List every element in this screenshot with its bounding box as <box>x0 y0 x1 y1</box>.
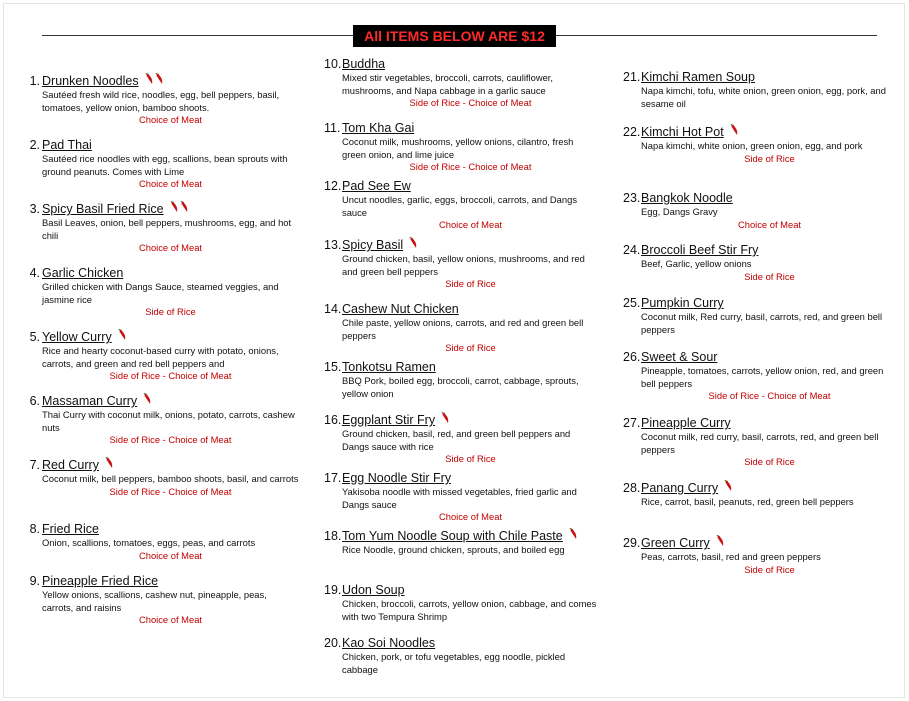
menu-item <box>623 535 898 576</box>
menu-item-header <box>324 635 599 651</box>
item-side-option: Choice of Meat <box>138 178 203 190</box>
item-description: Egg, Dangs Gravy <box>641 206 718 217</box>
menu-item-header <box>623 535 898 551</box>
item-number: 12. <box>324 179 342 193</box>
menu-item <box>623 69 898 110</box>
item-name-text: Broccoli Beef Stir Fry <box>641 243 759 257</box>
item-number: 7. <box>29 458 40 472</box>
item-name <box>641 295 724 311</box>
item-name-text: Tom Kha Gai <box>342 121 415 135</box>
menu-item-header <box>24 521 299 537</box>
item-description: Basil Leaves, onion, bell peppers, mushrooms, egg, and hot chili <box>42 217 292 241</box>
item-side-option: Choice of Meat <box>438 511 503 523</box>
chili-pepper-icon <box>441 412 450 424</box>
item-number: 4. <box>29 266 40 280</box>
item-number: 16. <box>324 413 342 427</box>
chili-pepper-icon <box>105 457 114 469</box>
item-description: Coconut milk, red curry, basil, carrots, red, and green bell peppers <box>641 431 879 455</box>
menu-item <box>623 480 898 509</box>
item-number: 27. <box>623 416 641 430</box>
menu-item <box>324 470 599 524</box>
spice-level <box>145 73 165 89</box>
item-name-text: Udon Soup <box>342 583 405 597</box>
chili-pepper-icon <box>145 73 154 85</box>
item-description: Onion, scallions, tomatoes, eggs, peas, and carrots <box>42 537 256 548</box>
menu-item <box>623 349 898 403</box>
item-name-text: Kimchi Hot Pot <box>641 125 724 139</box>
menu-item <box>623 242 898 283</box>
menu-item-header <box>623 190 898 206</box>
menu-item <box>324 120 599 174</box>
menu-item-header <box>324 178 599 194</box>
item-name <box>641 415 731 431</box>
item-name <box>342 56 385 72</box>
item-description: Sautéed rice noodles with egg, scallions, bean sprouts with ground peanuts. Comes with Lime <box>42 153 288 177</box>
item-description: Uncut noodles, garlic, eggs, broccoli, carrots, and Dangs sauce <box>342 194 578 218</box>
item-number: 25. <box>623 296 641 310</box>
chili-pepper-icon <box>569 528 578 540</box>
chili-pepper-icon <box>155 73 164 85</box>
item-description: Rice, carrot, basil, peanuts, red, green bell peppers <box>641 496 854 507</box>
menu-item <box>623 295 898 336</box>
item-side-option: Side of Rice <box>744 456 795 468</box>
menu-item <box>24 573 299 627</box>
menu-item-header <box>24 73 299 89</box>
menu-item <box>24 521 299 562</box>
item-name <box>641 242 758 258</box>
spice-level <box>716 535 726 551</box>
item-number: 18. <box>324 529 342 543</box>
item-number: 3. <box>29 202 40 216</box>
item-name-text: Pineapple Curry <box>641 416 731 430</box>
menu-item-header <box>324 528 599 544</box>
item-name-text: Drunken Noodles <box>42 74 139 88</box>
item-number: 23. <box>623 191 641 205</box>
chili-pepper-icon <box>118 329 127 341</box>
item-name-text: Pumpkin Curry <box>641 296 724 310</box>
spice-level <box>409 237 419 253</box>
menu-item-header <box>623 124 898 140</box>
item-side-option: Choice of Meat <box>138 114 203 126</box>
item-name-text: Red Curry <box>42 458 99 472</box>
menu-item-header <box>24 265 299 281</box>
item-name-text: Spicy Basil Fried Rice <box>42 202 164 216</box>
item-name <box>342 359 436 375</box>
chili-pepper-icon <box>730 124 739 136</box>
item-description: Rice and hearty coconut-based curry with potato, onions, carrots, and green and red bell peppers and <box>42 345 279 369</box>
menu-item <box>24 265 299 319</box>
menu-item <box>324 301 599 355</box>
item-side-option: Side of Rice <box>445 342 496 354</box>
item-number: 1. <box>29 74 40 88</box>
item-description: Mixed stir vegetables, broccoli, carrots, cauliflower, mushrooms, and Napa cabbage in a garlic sauce <box>342 72 554 96</box>
menu-item-header <box>324 412 599 428</box>
item-description: Ground chicken, basil, red, and green bell peppers and Dangs sauce with rice <box>342 428 571 452</box>
item-description: Chicken, pork, or tofu vegetables, egg noodle, pickled cabbage <box>342 651 566 675</box>
menu-item-header <box>24 393 299 409</box>
item-name <box>42 393 153 409</box>
menu-item <box>623 124 898 165</box>
item-side-option: Side of Rice - Choice of Meat <box>109 434 232 446</box>
chili-pepper-icon <box>724 480 733 492</box>
item-side-option: Side of Rice <box>744 152 795 164</box>
item-number: 8. <box>29 522 40 536</box>
item-side-option: Side of Rice <box>744 563 795 575</box>
item-name <box>42 265 123 281</box>
item-name-text: Pineapple Fried Rice <box>42 574 159 588</box>
item-name-text: Eggplant Stir Fry <box>342 413 436 427</box>
item-number: 29. <box>623 536 641 550</box>
item-side-option: Side of Rice <box>445 278 496 290</box>
item-name-text: Spicy Basil <box>342 238 404 252</box>
item-number: 19. <box>324 583 342 597</box>
menu-item <box>324 359 599 400</box>
chili-pepper-icon <box>143 393 152 405</box>
menu-item <box>324 635 599 676</box>
item-name-text: Green Curry <box>641 536 710 550</box>
item-name <box>342 412 451 428</box>
item-name <box>42 329 128 345</box>
item-name <box>42 521 99 537</box>
item-side-option: Choice of Meat <box>138 549 203 561</box>
item-side-option: Side of Rice <box>445 453 496 465</box>
menu-item-header <box>623 349 898 365</box>
item-name-text: Cashew Nut Chicken <box>342 302 459 316</box>
item-number: 15. <box>324 360 342 374</box>
item-name <box>342 120 414 136</box>
price-banner: All ITEMS BELOW ARE $12 <box>353 25 556 47</box>
menu-item-header <box>324 56 599 72</box>
chili-pepper-icon <box>409 237 418 249</box>
item-side-option: Side of Rice <box>744 270 795 282</box>
spice-level <box>724 480 734 496</box>
menu-item <box>24 73 299 127</box>
spice-level <box>730 124 740 140</box>
chili-pepper-icon <box>716 535 725 547</box>
item-number: 13. <box>324 238 342 252</box>
item-number: 14. <box>324 302 342 316</box>
menu-item <box>623 190 898 231</box>
item-description: Sautéed fresh wild rice, noodles, egg, bell peppers, basil, tomatoes, yellow onion, bamboo shoots. <box>42 89 280 113</box>
item-side-option: Choice of Meat <box>737 218 802 230</box>
item-name-text: Tom Yum Noodle Soup with Chile Paste <box>342 529 563 543</box>
item-name-text: Garlic Chicken <box>42 266 124 280</box>
item-name <box>342 635 435 651</box>
chili-pepper-icon <box>170 201 179 213</box>
item-name-text: Buddha <box>342 57 386 71</box>
item-name <box>641 124 740 140</box>
item-name-text: Tonkotsu Ramen <box>342 360 436 374</box>
item-number: 20. <box>324 636 342 650</box>
item-description: Chicken, broccoli, carrots, yellow onion, cabbage, and comes with two Tempura Shrimp <box>342 598 597 622</box>
item-name-text: Pad Thai <box>42 138 92 152</box>
menu-item-header <box>24 137 299 153</box>
menu-item-header <box>324 301 599 317</box>
item-side-option: Side of Rice - Choice of Meat <box>109 485 232 497</box>
menu-item-header <box>623 295 898 311</box>
menu-item <box>24 329 299 383</box>
menu-item <box>324 528 599 557</box>
item-name <box>342 582 405 598</box>
item-name <box>42 573 158 589</box>
spice-level <box>170 201 190 217</box>
menu-item <box>24 457 299 498</box>
item-description: Chile paste, yellow onions, carrots, and red and green bell peppers <box>342 317 584 341</box>
item-number: 26. <box>623 350 641 364</box>
item-name <box>641 69 755 85</box>
item-name <box>342 178 411 194</box>
menu-item-header <box>623 69 898 85</box>
item-side-option: Side of Rice - Choice of Meat <box>409 161 532 173</box>
menu-item <box>324 178 599 232</box>
item-name <box>342 237 419 253</box>
menu-item <box>324 582 599 623</box>
item-number: 6. <box>29 394 40 408</box>
item-number: 21. <box>623 70 641 84</box>
menu-item-header <box>324 582 599 598</box>
item-name-text: Sweet & Sour <box>641 350 718 364</box>
item-name <box>42 73 165 89</box>
item-name-text: Yellow Curry <box>42 330 112 344</box>
menu-item-header <box>24 573 299 589</box>
item-description: Peas, carrots, basil, red and green peppers <box>641 551 821 562</box>
item-description: Grilled chicken with Dangs Sauce, steamed veggies, and jasmine rice <box>42 281 279 305</box>
item-name <box>342 528 579 544</box>
item-name <box>342 301 459 317</box>
item-name <box>641 535 726 551</box>
item-description: Coconut milk, bell peppers, bamboo shoots, basil, and carrots <box>42 473 299 484</box>
item-name-text: Massaman Curry <box>42 394 138 408</box>
item-side-option: Side of Rice <box>145 306 196 318</box>
chili-pepper-icon <box>180 201 189 213</box>
item-name-text: Egg Noodle Stir Fry <box>342 471 452 485</box>
item-number: 2. <box>29 138 40 152</box>
item-number: 28. <box>623 481 641 495</box>
item-description: Thai Curry with coconut milk, onions, potato, carrots, cashew nuts <box>42 409 295 433</box>
menu-item <box>24 201 299 255</box>
menu-item <box>24 137 299 191</box>
menu-item-header <box>324 237 599 253</box>
item-description: Yellow onions, scallions, cashew nut, pineapple, peas, carrots, and raisins <box>42 589 267 613</box>
item-name-text: Kimchi Ramen Soup <box>641 70 755 84</box>
item-name-text: Fried Rice <box>42 522 99 536</box>
item-number: 24. <box>623 243 641 257</box>
menu-item-header <box>324 470 599 486</box>
item-name <box>42 201 190 217</box>
menu-item <box>324 56 599 110</box>
item-number: 9. <box>29 574 40 588</box>
item-description: Pineapple, tomatoes, carrots, yellow onion, red, and green bell peppers <box>641 365 884 389</box>
item-side-option: Choice of Meat <box>438 219 503 231</box>
item-name-text: Bangkok Noodle <box>641 191 733 205</box>
item-side-option: Side of Rice - Choice of Meat <box>109 370 232 382</box>
menu-item <box>324 237 599 291</box>
item-name <box>641 480 734 496</box>
item-name <box>42 457 115 473</box>
menu-item-header <box>24 457 299 473</box>
item-description: Rice Noodle, ground chicken, sprouts, and boiled egg <box>342 544 565 555</box>
spice-level <box>105 457 115 473</box>
menu-item-header <box>24 201 299 217</box>
item-name <box>342 470 451 486</box>
spice-level <box>143 393 153 409</box>
menu-item-header <box>623 415 898 431</box>
item-number: 22. <box>623 125 641 139</box>
spice-level <box>441 412 451 428</box>
item-side-option: Choice of Meat <box>138 614 203 626</box>
item-description: Yakisoba noodle with missed vegetables, fried garlic and Dangs sauce <box>342 486 577 510</box>
item-name-text: Kao Soi Noodles <box>342 636 436 650</box>
menu-item-header <box>324 359 599 375</box>
item-name <box>641 190 733 206</box>
item-side-option: Choice of Meat <box>138 242 203 254</box>
item-description: Napa kimchi, white onion, green onion, egg, and pork <box>641 140 863 151</box>
menu-item <box>24 393 299 447</box>
item-number: 5. <box>29 330 40 344</box>
item-description: Beef, Garlic, yellow onions <box>641 258 752 269</box>
item-number: 11. <box>324 121 341 135</box>
item-name-text: Pad See Ew <box>342 179 411 193</box>
item-description: Ground chicken, basil, yellow onions, mushrooms, and red and green bell peppers <box>342 253 585 277</box>
menu-item-header <box>623 480 898 496</box>
spice-level <box>569 528 579 544</box>
menu-item-header <box>623 242 898 258</box>
item-description: BBQ Pork, boiled egg, broccoli, carrot, cabbage, sprouts, yellow onion <box>342 375 579 399</box>
item-name-text: Panang Curry <box>641 481 719 495</box>
spice-level <box>118 329 128 345</box>
item-name <box>641 349 717 365</box>
item-side-option: Side of Rice - Choice of Meat <box>708 390 831 402</box>
item-number: 17. <box>324 471 342 485</box>
item-description: Napa kimchi, tofu, white onion, green onion, egg, pork, and sesame oil <box>641 85 886 109</box>
menu-item <box>623 415 898 469</box>
item-side-option: Side of Rice - Choice of Meat <box>409 97 532 109</box>
item-description: Coconut milk, Red curry, basil, carrots, red, and green bell peppers <box>641 311 883 335</box>
item-name <box>42 137 92 153</box>
menu-item-header <box>24 329 299 345</box>
item-number: 10. <box>324 57 342 71</box>
menu-item <box>324 412 599 466</box>
menu-item-header <box>324 120 599 136</box>
item-description: Coconut milk, mushrooms, yellow onions, cilantro, fresh green onion, and lime juice <box>342 136 574 160</box>
